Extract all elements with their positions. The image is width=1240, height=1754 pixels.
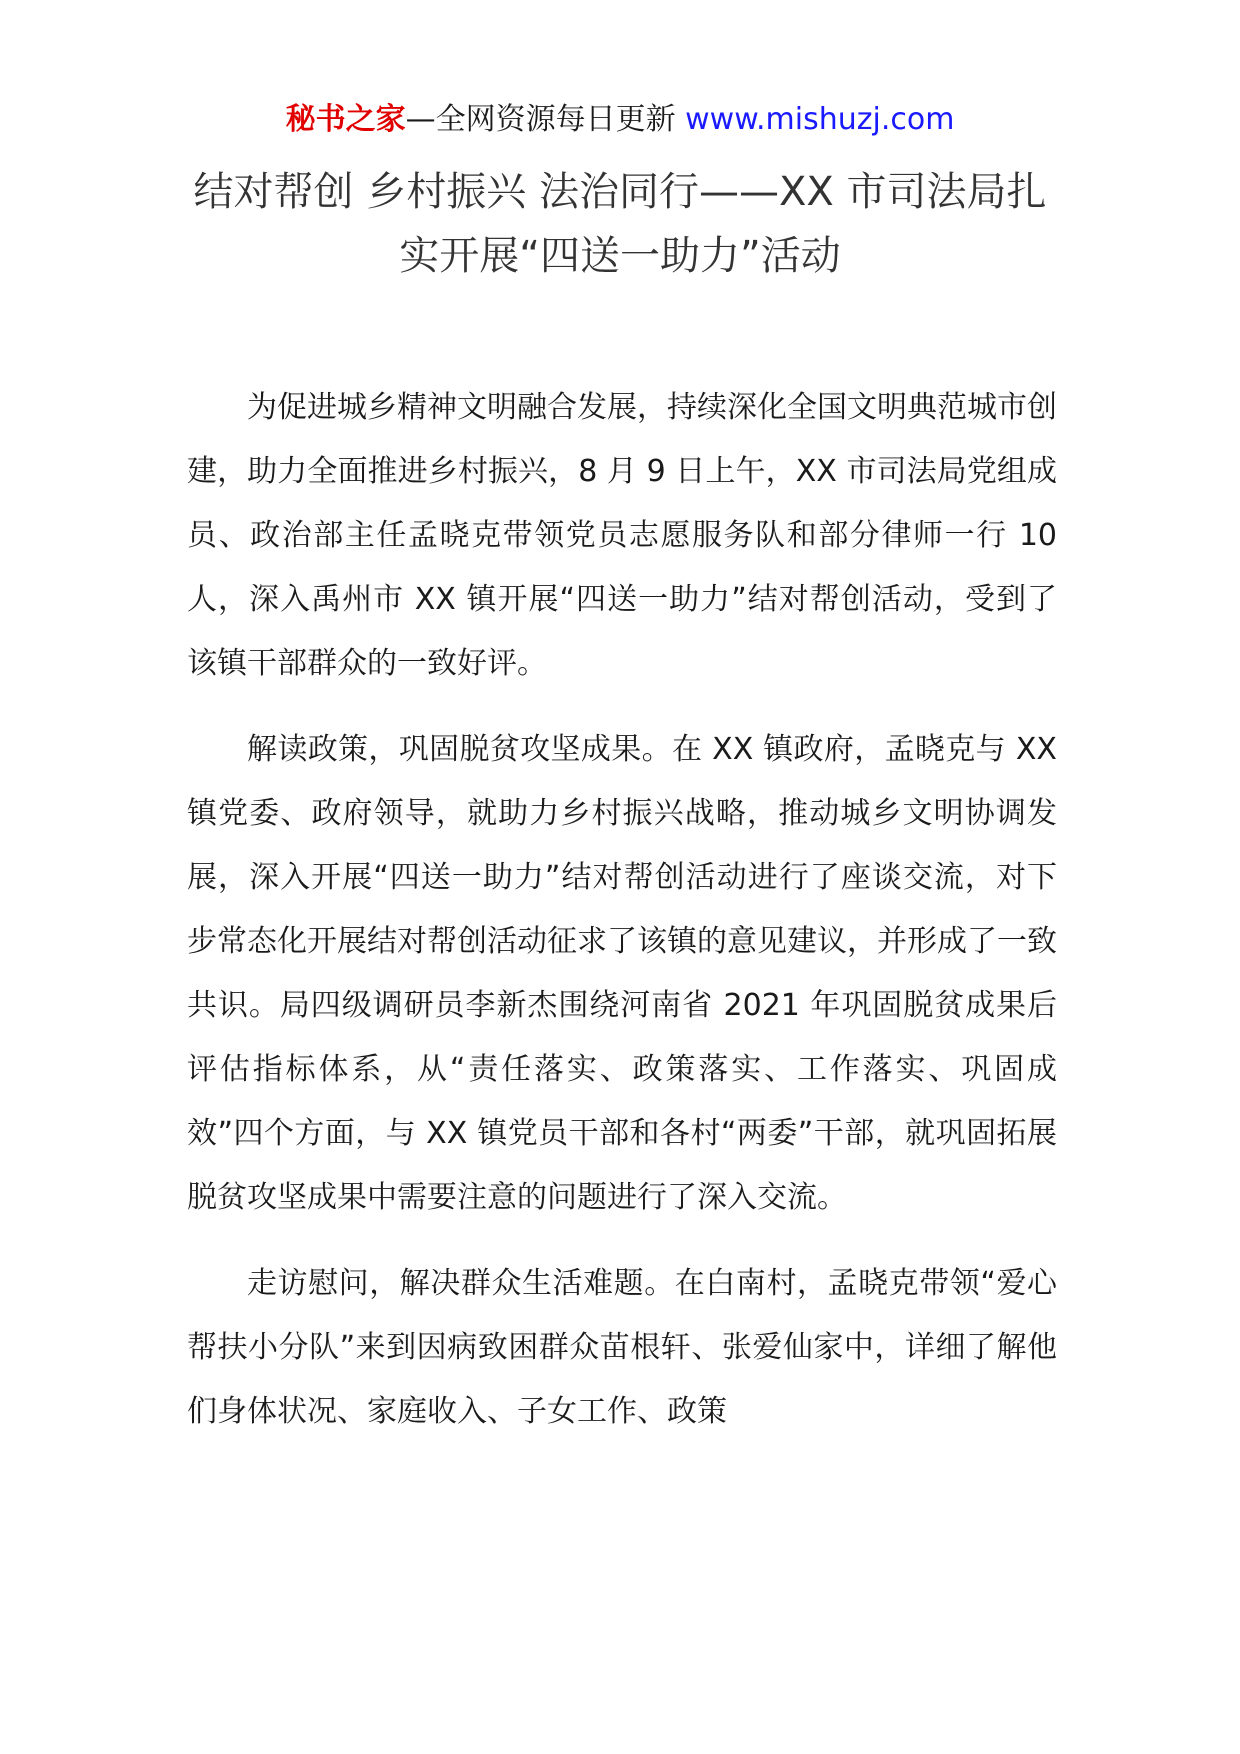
- paragraph-intro: 为促进城乡精神文明融合发展，持续深化全国文明典范城市创建，助力全面推进乡村振兴，8 月 9 日上午，XX 市司法局党组成员、政治部主任孟晓克带领党员志愿服务队和部分律师一行 10 人，深入禹州市 XX 镇开展“四送一助力”结对帮创活动，受到了该镇干部群众的一致好评。: [187, 390, 1057, 681]
- site-header: [0, 100, 1240, 140]
- paragraph-visit: 走访慰问，解决群众生活难题。在白南村，孟晓克带领“爱心帮扶小分队”来到因病致困群众苗根轩、张爱仙家中，详细了解他们身体状况、家庭收入、子女工作、政策: [187, 1266, 1057, 1429]
- site-url-link[interactable]: www.mishuzj.com: [685, 102, 955, 137]
- paragraph-policy: 解读政策，巩固脱贫攻坚成果。在 XX 镇政府，孟晓克与 XX 镇党委、政府领导，就助力乡村振兴战略，推动城乡文明协调发展，深入开展“四送一助力”结对帮创活动进行了座谈交流，对下步常态化开展结对帮创活动征求了该镇的意见建议，并形成了一致共识。局四级调研员李新杰围绕河南省 2021 年巩固脱贫成果后评估指标体系，从“责任落实、政策落实、工作落实、巩固成效”四个方面，与 XX 镇党员干部和各村“两委”干部，就巩固拓展脱贫攻坚成果中需要注意的问题进行了深入交流。: [187, 732, 1057, 1215]
- document-title: 结对帮创 乡村振兴 法治同行——XX 市司法局扎实开展“四送一助力”活动: [193, 169, 1047, 279]
- brand-name: 秘书之家: [285, 102, 406, 137]
- header-slogan: —全网资源每日更新: [405, 102, 676, 137]
- document-body: [187, 376, 1057, 1466]
